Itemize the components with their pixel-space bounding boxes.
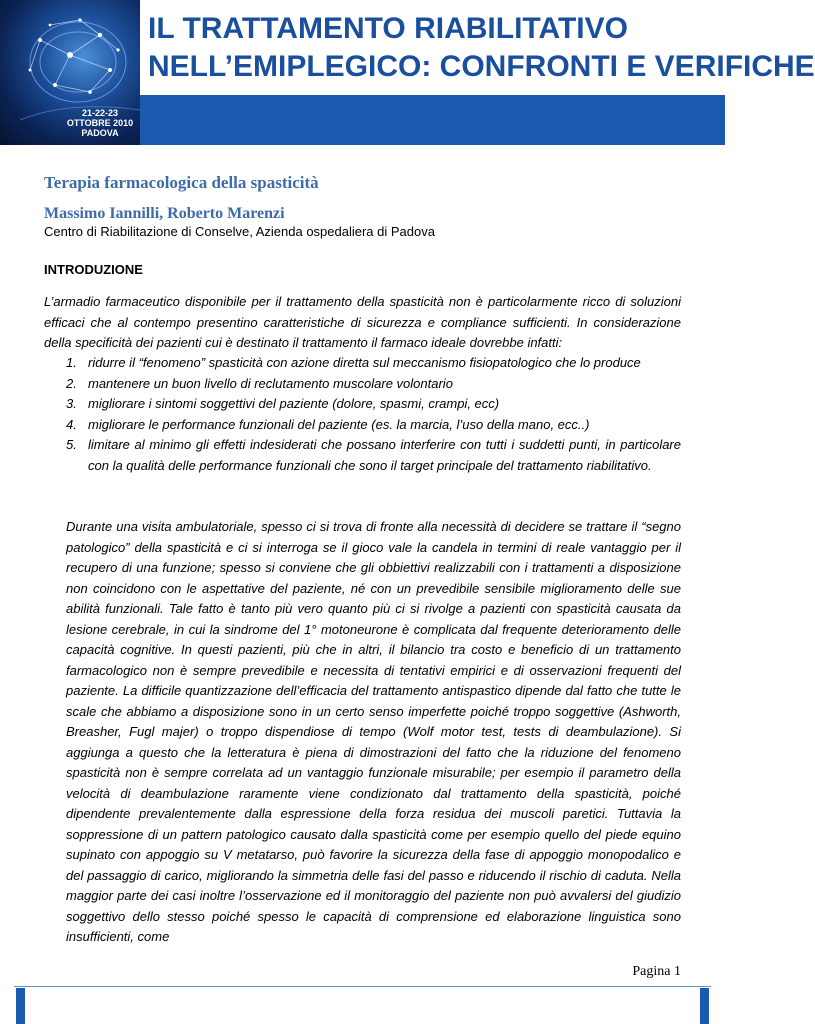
list-item-number: 2.	[66, 375, 77, 391]
list-item-text: ridurre il “fenomeno” spasticità con azione diretta sul meccanismo fisiopatologico che lo produce	[88, 355, 641, 370]
event-dates-month: OTTOBRE 2010	[66, 118, 134, 128]
list-item-number: 4.	[66, 416, 77, 432]
footer-divider	[14, 986, 711, 987]
objectives-list	[44, 353, 681, 476]
event-dates-city: PADOVA	[81, 128, 119, 138]
body-paragraph: Durante una visita ambulatoriale, spesso ci si trova di fronte alla necessità di decidere se trattare il “segno patologico” della spasticità e ci si interroga se il gioco vale la candela in termini di reale vantaggio per il recupero di una funzione; spesso si conviene che gli obbiettivi realizzabili con i trattamenti a disposizione non coincidono con le aspettative del paziente, né con un prevedibile sensibile miglioramento delle sue abilità funzionali. Tale fatto è tanto più vero quanto più ci si rivolge a pazienti con spasticità causata da lesione cerebrale, in cui la sindrome del 1° motoneurone è complicata dal frequente deterioramento delle capacità cognitive. In questi pazienti, più che in altri, il bilancio tra costo e beneficio di un trattamento farmacologico non è sempre prevedibile e necessita di tentativi empirici e di osservazioni frequenti del paziente. La difficile quantizzazione dell’efficacia del trattamento antispastico dipende dal fatto che tutte le scale che abbiamo a disposizione sono in un certo senso imperfette poiché troppo soggettive (Ashworth, Breasher, Fugl majer) o troppo dispendiose di tempo (Wolf motor test, tests di deambulazione). Si aggiunga a questo che la letteratura è piena di dimostrazioni del fatto che la riduzione del fenomeno spasticità non è sempre correlata ad un vantaggio funzionale misurabile; per esempio il parametro della velocità di deambulazione raramente viene condizionato dal trattamento della spasticità, poiché dipendente prevalentemente dalla espressione della forza residua dei muscoli paretici. Tuttavia la soppressione di un pattern patologico causato dalla spasticità come per esempio quello del piede equino supinato con appoggio su V metatarso, può favorire la sicurezza della fase di appoggio monopodalico e del passaggio di carico, migliorando la simmetria delle fasi del passo e riducendo il rischio di caduta. Nella maggior parte dei casi inoltre l’osservazione ed il monitoraggio del paziente non può avvalersi del giudizio soggettivo dello stesso poiché spesso le capacità di comprensione ed elaborazione linguistica sono insufficienti, come	[66, 519, 681, 944]
paper-title: Terapia farmacologica della spasticità	[44, 173, 319, 192]
list-item	[44, 353, 681, 374]
conference-title	[140, 0, 815, 95]
list-item	[44, 374, 681, 395]
list-item-text: migliorare i sintomi soggettivi del paziente (dolore, spasmi, crampi, ecc)	[88, 396, 500, 411]
list-item-text: migliorare le performance funzionali del paziente (es. la marcia, l’uso della mano, ecc..)	[88, 416, 590, 432]
event-dates	[60, 108, 140, 138]
list-item-number: 1.	[66, 355, 77, 370]
conference-title-line2: NELL’EMIPLEGICO: CONFRONTI E VERIFICHE	[148, 50, 815, 83]
page-number: Pagina 1	[632, 964, 681, 979]
list-item-number: 3.	[66, 396, 77, 411]
header-banner	[0, 0, 815, 145]
list-item-text: limitare al minimo gli effetti indesiderati che possano interferire con tutti i suddetti punti, in particolare con la qualità delle performance funzionali che sono il target principale del trattamento riabilitativo.	[88, 437, 681, 473]
list-item	[44, 435, 681, 476]
section-heading: INTRODUZIONE	[44, 262, 143, 277]
paper-affiliation: Centro di Riabilitazione di Conselve, Azienda ospedaliera di Padova	[44, 224, 435, 239]
conference-title-line1: IL TRATTAMENTO RIABILITATIVO	[148, 12, 628, 45]
paper-authors: Massimo Iannilli, Roberto Marenzi	[44, 205, 285, 222]
footer-bar-left	[16, 988, 25, 1024]
intro-paragraph: L’armadio farmaceutico disponibile per il trattamento della spasticità non è particolarmente ricco di soluzioni efficaci che al contempo presentino caratteristiche di sicurezza e compliance sufficienti. In considerazione della specificità dei pazienti cui è destinato il trattamento il farmaco ideale dovrebbe infatti:	[44, 294, 681, 350]
list-item	[44, 415, 681, 436]
list-item-number: 5.	[66, 437, 77, 452]
event-dates-days: 21-22-23	[81, 108, 119, 118]
footer-bar-right	[700, 988, 709, 1024]
list-item	[44, 394, 681, 415]
list-item-text: mantenere un buon livello di reclutamento muscolare volontario	[88, 375, 453, 391]
header-blue-band	[140, 95, 725, 145]
brain-network-icon	[0, 0, 140, 145]
